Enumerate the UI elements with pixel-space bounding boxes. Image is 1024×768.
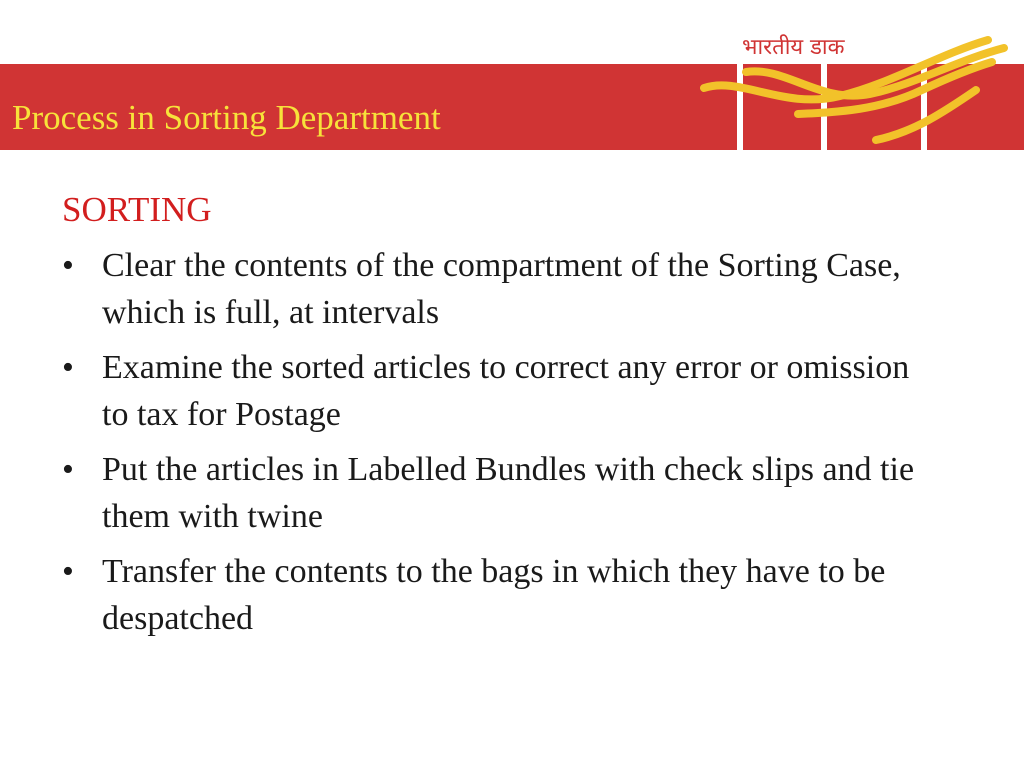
india-post-logo xyxy=(700,0,1024,150)
bullet-icon: • xyxy=(62,451,74,488)
bullet-item xyxy=(62,446,932,540)
slide-content xyxy=(62,188,962,650)
bullet-item xyxy=(62,344,932,438)
bullet-text: Transfer the contents to the bags in which they have to be despatched xyxy=(102,553,886,637)
bullet-text: Put the articles in Labelled Bundles with check slips and tie them with twine xyxy=(102,451,915,535)
bullet-text: Clear the contents of the compartment of the Sorting Case, which is full, at intervals xyxy=(102,247,901,331)
section-heading: SORTING xyxy=(62,190,212,229)
bullet-icon: • xyxy=(62,247,74,284)
bullet-icon: • xyxy=(62,553,74,590)
logo-text: भारतीय डाक xyxy=(742,35,845,60)
bullet-item xyxy=(62,242,932,336)
bullet-list xyxy=(62,242,962,642)
slide-title: Process in Sorting Department xyxy=(12,98,441,137)
bullet-text: Examine the sorted articles to correct any error or omission to tax for Postage xyxy=(102,349,910,433)
bullet-item xyxy=(62,548,932,642)
bullet-icon: • xyxy=(62,349,74,386)
